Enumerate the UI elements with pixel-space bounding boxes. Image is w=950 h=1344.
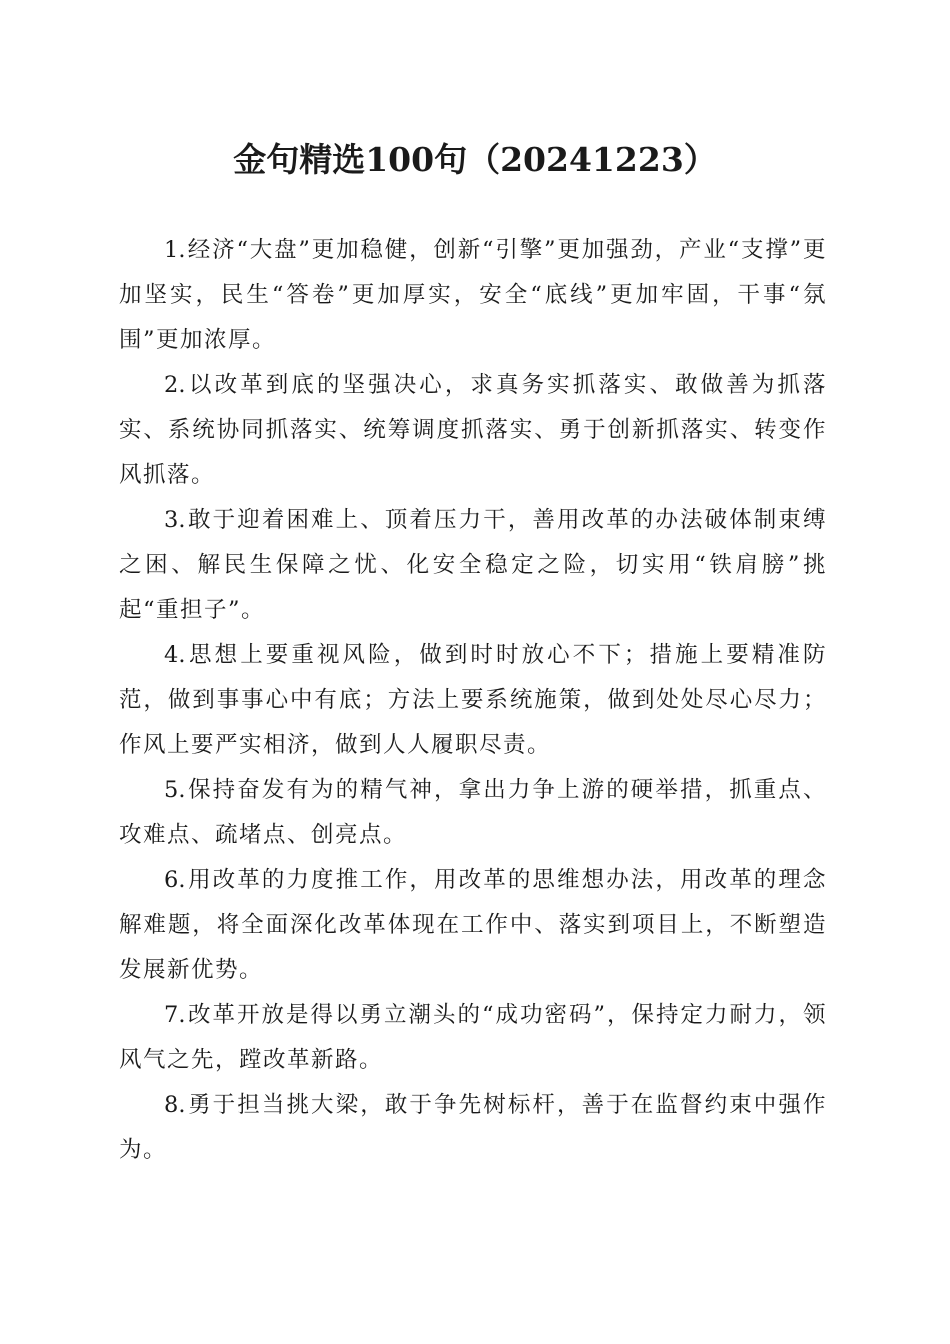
quote-number: 4. xyxy=(164,642,186,668)
quote-number: 6. xyxy=(164,867,186,893)
quote-paragraph-5 xyxy=(119,768,827,858)
quote-paragraph-4 xyxy=(119,633,827,768)
quote-number: 5. xyxy=(164,777,186,803)
quote-number: 3. xyxy=(164,507,186,533)
quote-text: 保持奋发有为的精气神，拿出力争上游的硬举措，抓重点、攻难点、疏堵点、创亮点。 xyxy=(119,777,827,848)
quote-paragraph-2 xyxy=(119,363,827,498)
quote-paragraph-6 xyxy=(119,858,827,993)
quote-paragraph-8 xyxy=(119,1083,827,1173)
quote-number: 8. xyxy=(164,1092,186,1118)
quote-text: 勇于担当挑大梁，敢于争先树标杆，善于在监督约束中强作为。 xyxy=(119,1092,827,1163)
quote-number: 2. xyxy=(164,372,186,398)
quote-paragraph-7 xyxy=(119,993,827,1083)
quote-text: 以改革到底的坚强决心，求真务实抓落实、敢做善为抓落实、系统协同抓落实、统筹调度抓落实、勇于创新抓落实、转变作风抓落。 xyxy=(119,372,827,488)
quote-text: 经济“大盘”更加稳健，创新“引擎”更加强劲，产业“支撑”更加坚实，民生“答卷”更加厚实，安全“底线”更加牢固，干事“氛围”更加浓厚。 xyxy=(119,237,827,353)
quote-paragraph-3 xyxy=(119,498,827,633)
quote-text: 改革开放是得以勇立潮头的“成功密码”，保持定力耐力，领风气之先，蹚改革新路。 xyxy=(119,1002,827,1073)
document-body xyxy=(119,228,827,1173)
quote-text: 用改革的力度推工作，用改革的思维想办法，用改革的理念解难题，将全面深化改革体现在工作中、落实到项目上，不断塑造发展新优势。 xyxy=(119,867,827,983)
quote-text: 敢于迎着困难上、顶着压力干，善用改革的办法破体制束缚之困、解民生保障之忧、化安全稳定之险，切实用“铁肩膀”挑起“重担子”。 xyxy=(119,507,827,623)
document-title: 金句精选100句（20241223） xyxy=(233,140,717,179)
quote-number: 1. xyxy=(164,237,186,263)
quote-number: 7. xyxy=(164,1002,186,1028)
quote-paragraph-1 xyxy=(119,228,827,363)
quote-text: 思想上要重视风险，做到时时放心不下；措施上要精准防范，做到事事心中有底；方法上要系统施策，做到处处尽心尽力；作风上要严实相济，做到人人履职尽责。 xyxy=(119,642,827,758)
